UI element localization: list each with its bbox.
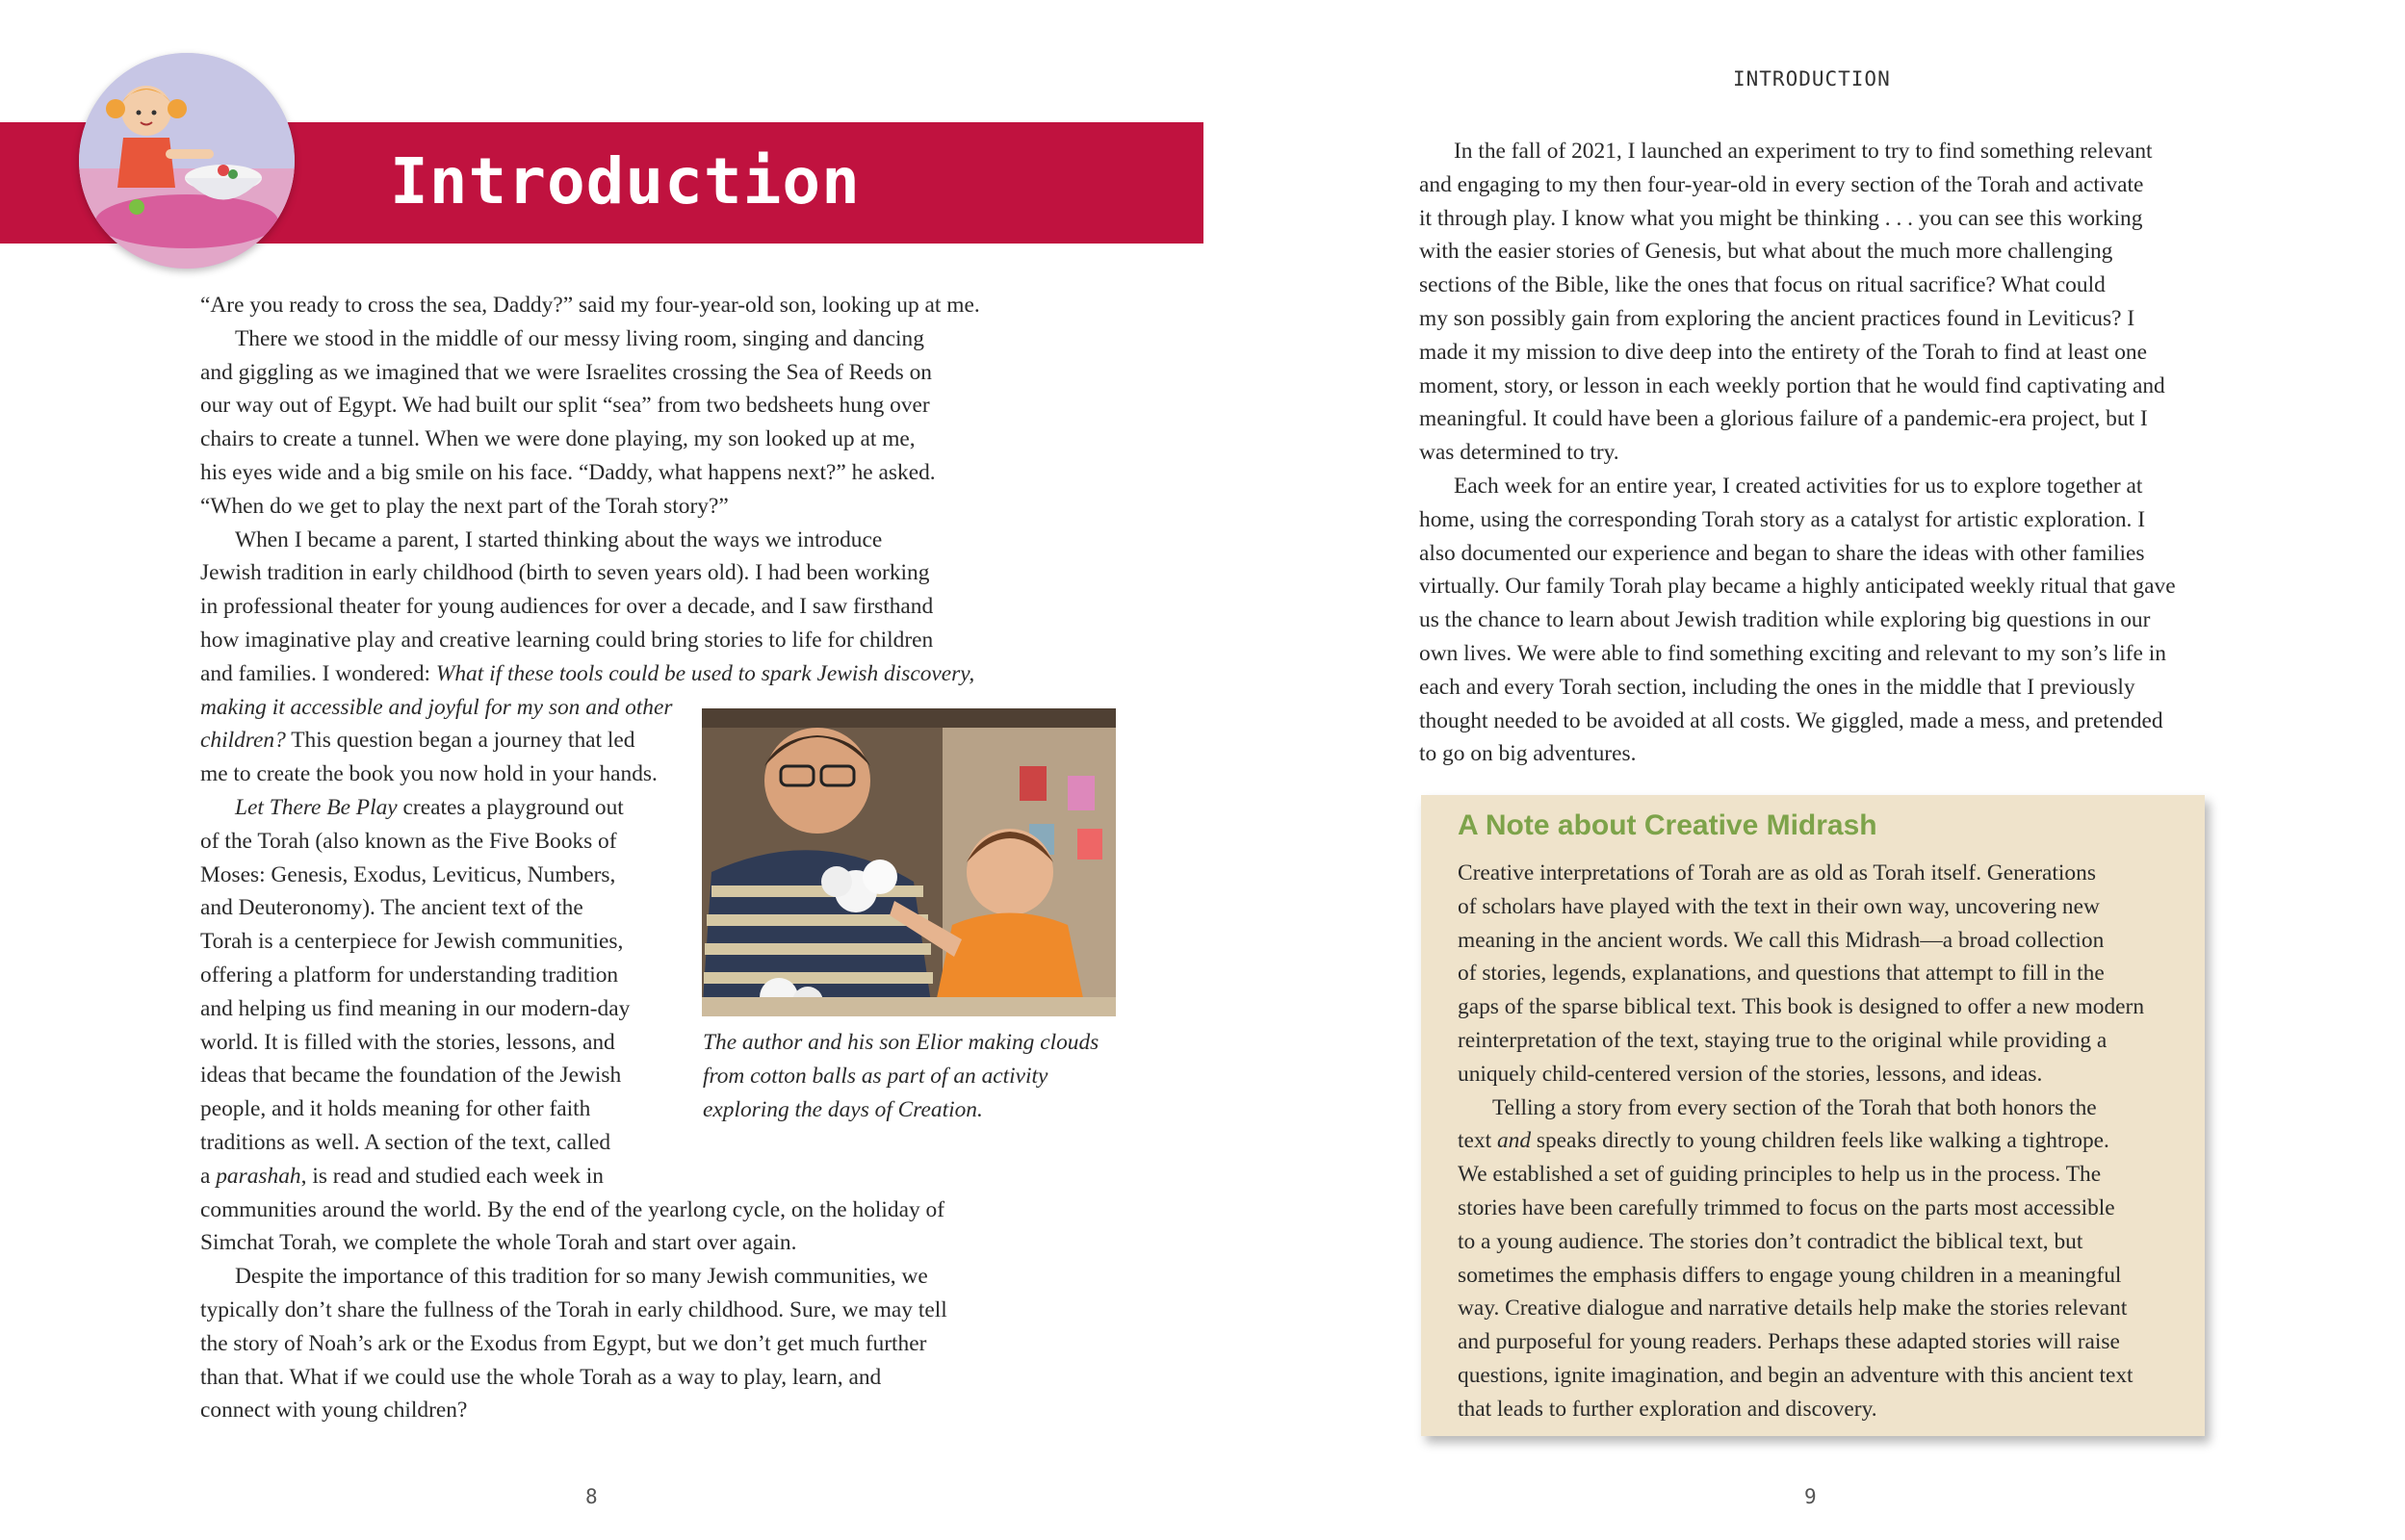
right-body-text (1419, 135, 2218, 771)
left-page (0, 0, 1202, 1540)
running-head: INTRODUCTION (1733, 67, 1891, 90)
page-number-left: 8 (585, 1485, 598, 1508)
paragraph: When I became a parent, I started thinking about the ways we introduce Jewish tradition in early childhood (birth to seven years old). I had been working in professional theater for young audiences for over a decade, and I saw firsthand how imaginative play and creative learning could bring stories to life for children and families. I wondered: What if these tools could be used to spark Jewish discovery, making it accessible and joyful for my son and other children? This question began a journey that led me to create the book you now hold in your hands. (200, 526, 975, 787)
girl-with-bowl-illustration (79, 53, 295, 269)
paragraph: “Are you ready to cross the sea, Daddy?” said my four-year-old son, looking up at me. (200, 293, 980, 318)
paragraph: Creative interpretations of Torah are as old as Torah itself. Generations of scholars have played with the text in their own way, uncovering new meaning in the ancient words. We call this Midrash—a broad collection of stories, legends, explanations, and questions that attempt to fill in the gaps of the sparse biblical text. This book is designed to offer a new modern reinterpretation of the text, staying true to the original while providing a uniquely child-centered version of the stories, lessons, and ideas. (1458, 860, 2145, 1087)
photo-illustration (702, 708, 1116, 1016)
note-title: A Note about Creative Midrash (1458, 809, 1877, 841)
creative-midrash-note (1421, 795, 2205, 1436)
chapter-illustration (79, 53, 295, 269)
photo-caption: The author and his son Elior making clouds from cotton balls as part of an activity exploring the days of Creation. (703, 1030, 1099, 1122)
paragraph: Let There Be Play creates a playground out of the Torah (also known as the Five Books of Moses: Genesis, Exodus, Leviticus, Numbers, and Deuteronomy). The ancient text of the Torah is a centerpiece for Jewish communities, offering a platform for understanding tradition and helping us find meaning in our modern-day world. It is filled with the stories, lessons, and ideas that became the foundation of the Jewish people, and it holds meaning for other faith traditions as well. A section of the text, called a parashah, is read and studied each week in communities around the world. By the end of the yearlong cycle, on the holiday of Simchat Torah, we complete the whole Torah and start over again. (200, 794, 944, 1256)
paragraph: Despite the importance of this tradition for so many Jewish communities, we typically don’t share the fullness of the Torah in early childhood. Sure, we may tell the story of Noah’s ark or the Exodus from Egypt, but we don’t get much further than that. What if we could use the whole Torah as a way to play, learn, and connect with young children? (200, 1264, 947, 1424)
note-body (1458, 857, 2189, 1426)
author-and-son-photo (702, 708, 1116, 1016)
page-number-right: 9 (1804, 1485, 1817, 1508)
paragraph: Telling a story from every section of the Torah that both honors the text and speaks directly to young children feels like walking a tightrope. We established a set of guiding principles to help us in the process. The stories have been carefully trimmed to focus on the parts most accessible to a young audience. The stories don’t contradict the biblical text, but sometimes the emphasis differs to engage young children in a meaningful way. Creative dialogue and narrative details help make the stories relevant and purposeful for young readers. Perhaps these adapted stories will raise questions, ignite imagination, and begin an adventure with this ancient text that leads to further exploration and discovery. (1458, 1094, 2133, 1422)
chapter-title: Introduction (390, 144, 861, 218)
paragraph: Each week for an entire year, I created activities for us to explore together at home, using the corresponding Torah story as a catalyst for artistic exploration. I also documented our experience and began to share the ideas with other families virtually. Our family Torah play became a highly anticipated weekly ritual that gave us the chance to learn about Jewish tradition while exploring big questions in our own lives. We were able to find something exciting and relevant to my son’s life in each and every Torah section, including the ones in the middle that I previously thought needed to be avoided at all costs. We giggled, made a mess, and pretended to go on big adventures. (1419, 473, 2176, 767)
paragraph: In the fall of 2021, I launched an experiment to try to find something relevant and engaging to my then four-year-old in every section of the Torah and activate it through play. I know what you might be thinking . . . you can see this working with the easier stories of Genesis, but what about the much more challenging sections of the Bible, like the ones that focus on ritual sacrifice? What could my son possibly gain from exploring the ancient practices found in Leviticus? I made it my mission to dive deep into the entirety of the Torah to find at least one moment, story, or lesson in each weekly portion that he would find captivating and meaningful. It could have been a glorious failure of a pandemic-era project, but I was determined to try. (1419, 139, 2165, 466)
paragraph: There we stood in the middle of our messy living room, singing and dancing and giggling as we imagined that we were Israelites crossing the Sea of Reeds on our way out of Egypt. We had built our split “sea” from two bedsheets hung over chairs to create a tunnel. When we were done playing, my son looked up at me, his eyes wide and a big smile on his face. “Daddy, what happens next?” he asked. “When do we get to play the next part of the Torah story?” (200, 325, 936, 519)
